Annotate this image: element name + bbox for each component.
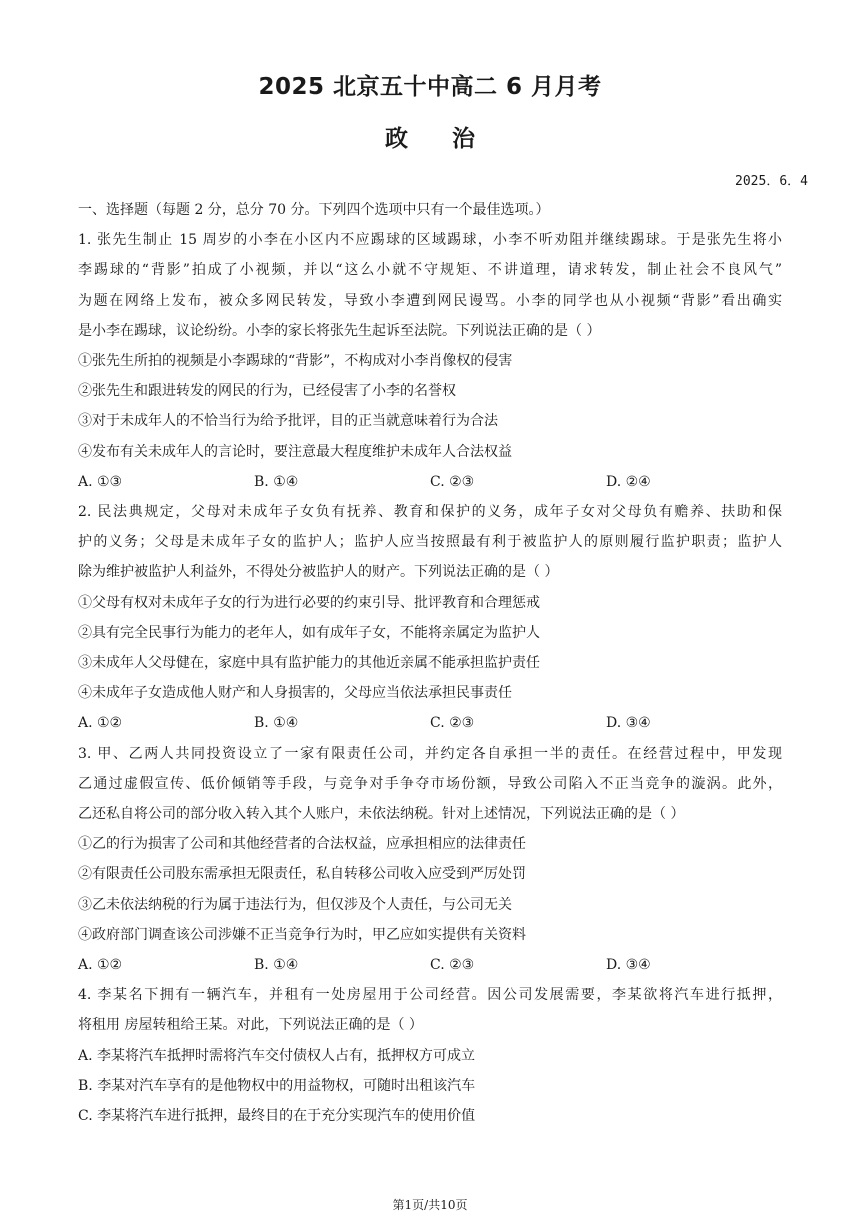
statement-item: ①张先生所拍的视频是小李踢球的“背影”，不构成对小李肖像权的侵害 (78, 353, 513, 370)
statement-item: ①父母有权对未成年子女的行为进行必要的约束引导、批评教育和合理惩戒 (78, 594, 540, 611)
statement-item: ③未成年人父母健在，家庭中具有监护能力的其他近亲属不能承担监护责任 (78, 655, 540, 672)
option-c[interactable]: C. ②③ (430, 957, 475, 974)
statement-item: ④政府部门调查该公司涉嫌不正当竞争行为时，甲乙应如实提供有关资料 (78, 926, 526, 943)
option-a[interactable]: A. ①② (78, 957, 123, 974)
question-content (78, 195, 782, 1131)
question-stem-line: 李踢球的“背影”拍成了小视频，并以“这么小就不守规矩、不讲道理，请求转发，制止社会不良风气” (78, 262, 782, 279)
question-4 (78, 980, 782, 1131)
question-stem-line: 2. 民法典规定，父母对未成年子女负有抚养、教育和保护的义务，成年子女对父母负有赡养、扶助和保 (78, 504, 782, 521)
statement-item: ④发布有关未成年人的言论时，要注意最大程度维护未成年人合法权益 (78, 443, 512, 460)
option-d[interactable]: D. ③④ (606, 715, 651, 732)
statement-item: ②具有完全民事行为能力的老年人，如有成年子女，不能将亲属定为监护人 (78, 624, 540, 641)
option-b[interactable]: B. ①④ (254, 715, 299, 732)
answer-options (78, 950, 782, 980)
option-b[interactable]: B. 李某对汽车享有的是他物权中的用益物权，可随时出租该汽车 (78, 1077, 476, 1094)
question-stem-line: 将租用 房屋转租给王某。对此，下列说法正确的是（ ） (78, 1017, 423, 1034)
statement-item: ②张先生和跟进转发的网民的行为，已经侵害了小李的名誉权 (78, 383, 456, 400)
option-a[interactable]: A. ①② (78, 715, 123, 732)
question-stem-line: 除为维护被监护人利益外，不得处分被监护人的财产。下列说法正确的是（ ） (78, 564, 559, 581)
option-b[interactable]: B. ①④ (254, 473, 299, 490)
option-a[interactable]: A. ①③ (78, 473, 123, 490)
exam-title: 2025 北京五十中高二 6 月月考 (258, 74, 602, 100)
question-2 (78, 497, 782, 739)
exam-date: 2025．6．4 (735, 174, 808, 189)
question-stem-line: 乙通过虚假宣传、低价倾销等手段，与竞争对手争夺市场份额，导致公司陷入不正当竞争的漩涡。此外， (78, 775, 782, 792)
option-c[interactable]: C. ②③ (430, 473, 475, 490)
statement-item: ④未成年子女造成他人财产和人身损害的，父母应当依法承担民事责任 (78, 685, 512, 702)
question-1 (78, 225, 782, 497)
section-heading: 一、选择题（每题 2 分，总分 70 分。下列四个选项中只有一个最佳选项。） (78, 202, 550, 218)
question-stem-line: 乙还私自将公司的部分收入转入其个人账户，未依法纳税。针对上述情况，下列说法正确的是（ ） (78, 806, 685, 823)
answer-options (78, 708, 782, 738)
question-stem-line: 护的义务；父母是未成年子女的监护人；监护人应当按照最有利于被监护人的原则履行监护职责；监护人 (78, 534, 782, 551)
option-a[interactable]: A. 李某将汽车抵押时需将汽车交付债权人占有，抵押权方可成立 (78, 1047, 476, 1064)
option-d[interactable]: D. ②④ (606, 473, 651, 490)
page-number: 第1页/共10页 (392, 1198, 468, 1212)
subject-title: 政治 (385, 126, 519, 152)
question-stem-line: 4. 李某名下拥有一辆汽车，并租有一处房屋用于公司经营。因公司发展需要，李某欲将汽车进行抵押， (78, 987, 782, 1004)
question-stem-line: 是小李在踢球，议论纷纷。小李的家长将张先生起诉至法院。下列说法正确的是（ ） (78, 322, 601, 339)
statement-item: ①乙的行为损害了公司和其他经营者的合法权益，应承担相应的法律责任 (78, 836, 526, 853)
option-c[interactable]: C. ②③ (430, 715, 475, 732)
question-stem-line: 1. 张先生制止 15 周岁的小李在小区内不应踢球的区域踢球，小李不听劝阻并继续踢球。于是张先生将小 (78, 232, 782, 249)
statement-item: ③对于未成年人的不恰当行为给予批评，目的正当就意味着行为合法 (78, 413, 498, 430)
statement-item: ③乙未依法纳税的行为属于违法行为，但仅涉及个人责任，与公司无关 (78, 896, 512, 913)
answer-options (78, 467, 782, 497)
question-stem-line: 3. 甲、乙两人共同投资设立了一家有限责任公司，并约定各自承担一半的责任。在经营过程中，甲发现 (78, 745, 782, 762)
option-c[interactable]: C. 李某将汽车进行抵押，最终目的在于充分实现汽车的使用价值 (78, 1108, 476, 1125)
option-b[interactable]: B. ①④ (254, 957, 299, 974)
option-d[interactable]: D. ③④ (606, 957, 651, 974)
question-stem-line: 为题在网络上发布，被众多网民转发，导致小李遭到网民谩骂。小李的同学也从小视频“背影”看出确实 (78, 292, 782, 309)
statement-item: ②有限责任公司股东需承担无限责任，私自转移公司收入应受到严厉处罚 (78, 866, 526, 883)
question-3 (78, 739, 782, 981)
